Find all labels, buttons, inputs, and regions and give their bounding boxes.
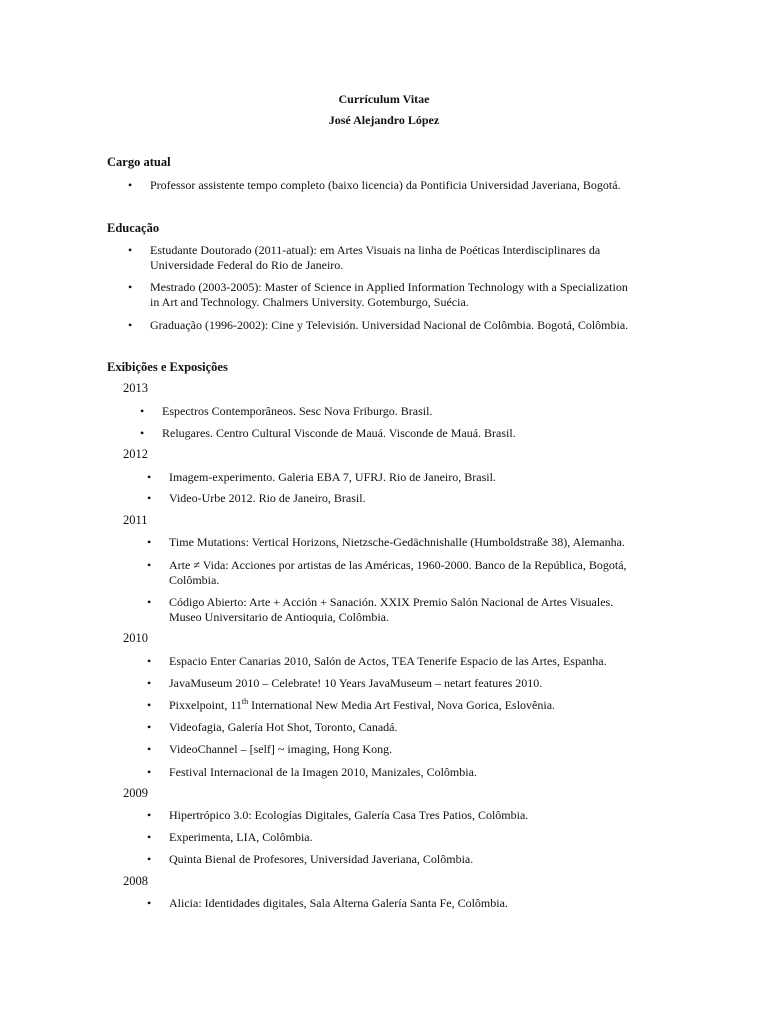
year-label: 2008: [123, 874, 148, 888]
item-text: Estudante Doutorado (2011-atual): em Artes Visuais na linha de Poéticas Interdisciplinares da: [150, 243, 601, 257]
bullet-icon: •: [147, 765, 152, 779]
list-item: [147, 470, 659, 485]
item-text: in Art and Technology. Chalmers University. Gotemburgo, Suécia.: [150, 295, 469, 309]
bullet-icon: •: [147, 558, 152, 572]
bullet-icon: •: [147, 852, 152, 866]
bullet-icon: •: [147, 830, 152, 844]
bullet-icon: •: [147, 742, 152, 756]
list-item: [128, 318, 660, 333]
item-text: Relugares. Centro Cultural Visconde de Mauá. Visconde de Mauá. Brasil.: [162, 426, 516, 440]
section-heading-exibicoes: Exibições e Exposições: [107, 360, 228, 374]
list-item: [147, 765, 659, 780]
item-text: Experimenta, LIA, Colômbia.: [169, 830, 313, 844]
list-item: [140, 426, 652, 441]
list-item: [128, 178, 660, 193]
bullet-icon: •: [147, 808, 152, 822]
item-text: Código Abierto: Arte + Acción + Sanación. XXIX Premio Salón Nacional de Artes Visuales.: [169, 595, 614, 609]
bullet-icon: •: [128, 178, 133, 192]
list-item: [147, 808, 659, 823]
item-text: VideoChannel – [self] ~ imaging, Hong Kong.: [169, 742, 393, 756]
list-item: [128, 243, 660, 273]
list-item: [147, 852, 659, 867]
item-text: Imagem-experimento. Galeria EBA 7, UFRJ. Rio de Janeiro, Brasil.: [169, 470, 496, 484]
bullet-icon: •: [147, 654, 152, 668]
ordinal-superscript: th: [241, 697, 249, 706]
list-item: [147, 654, 659, 669]
bullet-icon: •: [147, 720, 152, 734]
bullet-icon: •: [147, 535, 152, 549]
year-label: 2011: [123, 513, 148, 527]
item-text: International New Media Art Festival, Nova Gorica, Eslovênia.: [251, 698, 556, 712]
bullet-icon: •: [147, 595, 152, 609]
list-item: [147, 720, 659, 735]
bullet-icon: •: [128, 243, 133, 257]
list-item: [147, 595, 659, 625]
item-text: Hipertrópico 3.0: Ecologías Digitales, Galería Casa Tres Patios, Colômbia.: [169, 808, 529, 822]
item-text: Mestrado (2003-2005): Master of Science in Applied Information Technology with a Specialization: [150, 280, 628, 294]
list-item: [128, 280, 660, 310]
list-item: [147, 535, 659, 550]
list-item: [147, 742, 659, 757]
bullet-icon: •: [128, 280, 133, 294]
bullet-icon: •: [128, 318, 133, 332]
item-text: JavaMuseum 2010 – Celebrate! 10 Years JavaMuseum – netart features 2010.: [169, 676, 543, 690]
document-title: Currículum Vitae: [338, 92, 430, 106]
item-text: Museo Universitario de Antioquia, Colômbia.: [169, 610, 389, 624]
year-label: 2010: [123, 631, 148, 645]
section-heading-cargo: Cargo atual: [107, 155, 171, 169]
item-text: Espectros Contemporâneos. Sesc Nova Friburgo. Brasil.: [162, 404, 433, 418]
bullet-icon: •: [147, 896, 152, 910]
year-label: 2012: [123, 447, 148, 461]
item-text: Quinta Bienal de Profesores, Universidad Javeriana, Colômbia.: [169, 852, 474, 866]
item-text: Pixxelpoint, 11: [169, 698, 242, 712]
item-text: Universidade Federal do Rio de Janeiro.: [150, 258, 344, 272]
section-heading-educacao: Educação: [107, 221, 160, 235]
bullet-icon: •: [147, 698, 152, 712]
list-item: [147, 558, 659, 588]
item-text: Arte ≠ Vida: Acciones por artistas de las Américas, 1960-2000. Banco de la República, Bogotá,: [169, 558, 627, 572]
item-text: Graduação (1996-2002): Cine y Televisión. Universidad Nacional de Colômbia. Bogotá, Colômbia.: [150, 318, 629, 332]
item-text: Professor assistente tempo completo (baixo licencia) da Pontificia Universidad Javeriana, Bogotá.: [150, 178, 621, 192]
list-item: [140, 404, 652, 419]
list-item: [147, 830, 659, 845]
item-text: Colômbia.: [169, 573, 220, 587]
list-item: [147, 896, 659, 911]
author-name: José Alejandro López: [328, 113, 440, 127]
bullet-icon: •: [140, 426, 145, 440]
item-text: Video-Urbe 2012. Rio de Janeiro, Brasil.: [169, 491, 366, 505]
year-label: 2009: [123, 786, 148, 800]
item-text: Alicia: Identidades digitales, Sala Alterna Galería Santa Fe, Colômbia.: [169, 896, 508, 910]
item-text: Espacio Enter Canarias 2010, Salón de Actos, TEA Tenerife Espacio de las Artes, Espanha.: [169, 654, 607, 668]
year-label: 2013: [123, 381, 148, 395]
list-item: [147, 697, 659, 713]
bullet-icon: •: [147, 470, 152, 484]
item-text: Festival Internacional de la Imagen 2010, Manizales, Colômbia.: [169, 765, 477, 779]
bullet-icon: •: [140, 404, 145, 418]
bullet-icon: •: [147, 676, 152, 690]
list-item: [147, 676, 659, 691]
item-text: Videofagia, Galería Hot Shot, Toronto, Canadá.: [169, 720, 398, 734]
item-text: Time Mutations: Vertical Horizons, Nietzsche-Gedächnishalle (Humboldstraße 38), Alemanha.: [169, 535, 625, 549]
list-item: [147, 491, 659, 506]
bullet-icon: •: [147, 491, 152, 505]
